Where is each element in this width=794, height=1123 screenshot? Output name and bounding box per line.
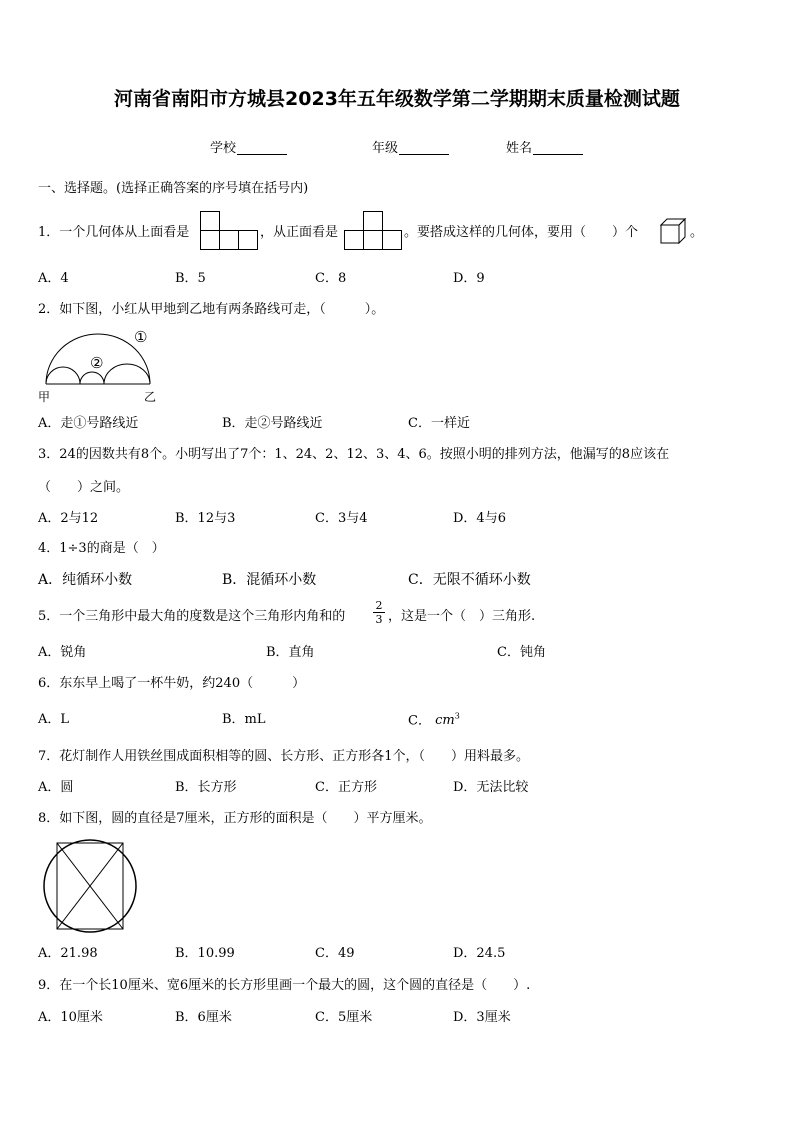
q3-stem-line2: （ ）之间。 bbox=[38, 480, 130, 495]
q9-option-a[interactable]: A．10厘米 bbox=[38, 1010, 103, 1025]
q3-option-b[interactable]: B．12与3 bbox=[175, 511, 236, 526]
q8-stem: 8．如下图，圆的直径是7厘米，正方形的面积是（ ）平方厘米。 bbox=[38, 811, 432, 826]
q2-stem: 2．如下图，小红从甲地到乙地有两条路线可走，（ ）。 bbox=[38, 302, 385, 317]
q7-option-c[interactable]: C．正方形 bbox=[315, 780, 377, 795]
q4-option-a[interactable]: A．纯循环小数 bbox=[38, 572, 133, 588]
q7-option-b[interactable]: B．长方形 bbox=[175, 780, 237, 795]
q1-option-c[interactable]: C．8 bbox=[315, 271, 347, 286]
q9-option-b[interactable]: B．6厘米 bbox=[175, 1010, 232, 1025]
q7-option-a[interactable]: A．圆 bbox=[38, 780, 74, 795]
q4-stem: 4．1÷3的商是（ ） bbox=[38, 541, 165, 556]
q1-stem-part4: 。 bbox=[690, 225, 704, 240]
circle-square-figure bbox=[42, 838, 138, 934]
q6-stem: 6．东东早上喝了一杯牛奶，约240（ ） bbox=[38, 676, 306, 691]
q2-option-a[interactable]: A．走①号路线近 bbox=[38, 416, 139, 431]
name-field[interactable]: 姓名 bbox=[506, 142, 583, 155]
front-view-figure bbox=[344, 211, 404, 251]
q3-option-a[interactable]: A．2与12 bbox=[38, 511, 99, 526]
page-title: 河南省南阳市方城县2023年五年级数学第二学期期末质量检测试题 bbox=[114, 88, 680, 110]
q3-stem-line1: 3．24的因数共有8个。小明写出了7个：1、24、2、12、3、4、6。按照小明的排列方法，他漏写的8应该在 bbox=[38, 447, 670, 462]
route1-label: ① bbox=[134, 328, 148, 346]
q8-option-b[interactable]: B．10.99 bbox=[175, 946, 235, 961]
q5-stem-part2: ，这是一个（ ）三角形. bbox=[388, 609, 536, 624]
q4-option-c[interactable]: C．无限不循环小数 bbox=[408, 572, 531, 588]
grade-field[interactable]: 年级 bbox=[372, 142, 449, 155]
q1-stem-part3: 。要搭成这样的几何体，要用（ ）个 bbox=[404, 225, 639, 240]
q3-option-c[interactable]: C．3与4 bbox=[315, 511, 368, 526]
end-label: 乙 bbox=[144, 390, 157, 404]
q2-option-b[interactable]: B．走②号路线近 bbox=[222, 416, 323, 431]
q9-option-d[interactable]: D．3厘米 bbox=[453, 1010, 511, 1025]
q1-stem-part2: ，从正面看是 bbox=[260, 225, 339, 240]
q7-option-d[interactable]: D．无法比较 bbox=[453, 780, 529, 795]
cubic-cm-unit: $cm^3$ bbox=[435, 712, 460, 729]
q7-stem: 7．花灯制作人用铁丝围成面积相等的圆、长方形、正方形各1个，（ ）用料最多。 bbox=[38, 749, 530, 764]
q1-option-a[interactable]: A．4 bbox=[38, 271, 69, 286]
q3-option-d[interactable]: D．4与6 bbox=[453, 511, 506, 526]
q6-option-b[interactable]: B．mL bbox=[222, 712, 266, 727]
q6-option-a[interactable]: A．L bbox=[38, 712, 70, 727]
q1-option-b[interactable]: B．5 bbox=[175, 271, 206, 286]
q8-option-d[interactable]: D．24.5 bbox=[453, 946, 506, 961]
q5-option-b[interactable]: B．直角 bbox=[266, 645, 315, 660]
start-label: 甲 bbox=[38, 390, 51, 404]
q8-option-c[interactable]: C．49 bbox=[315, 946, 355, 961]
q5-option-a[interactable]: A．锐角 bbox=[38, 645, 87, 660]
q4-option-b[interactable]: B．混循环小数 bbox=[222, 572, 317, 588]
route-diagram bbox=[36, 326, 160, 406]
q1-stem-part1: 1．一个几何体从上面看是 bbox=[38, 225, 190, 240]
top-view-figure bbox=[200, 211, 260, 251]
section-heading: 一、选择题。(选择正确答案的序号填在括号内) bbox=[38, 181, 309, 196]
q5-stem-part1: 5．一个三角形中最大角的度数是这个三角形内角和的 bbox=[38, 609, 346, 624]
q5-option-c[interactable]: C．钝角 bbox=[497, 645, 546, 660]
q8-option-a[interactable]: A．21.98 bbox=[38, 946, 98, 961]
school-field[interactable]: 学校 bbox=[210, 142, 287, 155]
q9-option-c[interactable]: C．5厘米 bbox=[315, 1010, 373, 1025]
q9-stem: 9．在一个长10厘米、宽6厘米的长方形里画一个最大的圆，这个圆的直径是（ ）. bbox=[38, 978, 531, 993]
q1-option-d[interactable]: D．9 bbox=[453, 271, 485, 286]
fraction-two-thirds: 2 3 bbox=[373, 600, 385, 625]
route2-label: ② bbox=[90, 354, 104, 372]
q6-option-c[interactable]: C． $cm^3$ bbox=[408, 712, 460, 729]
q2-option-c[interactable]: C．一样近 bbox=[408, 416, 470, 431]
cube-icon bbox=[660, 218, 688, 244]
